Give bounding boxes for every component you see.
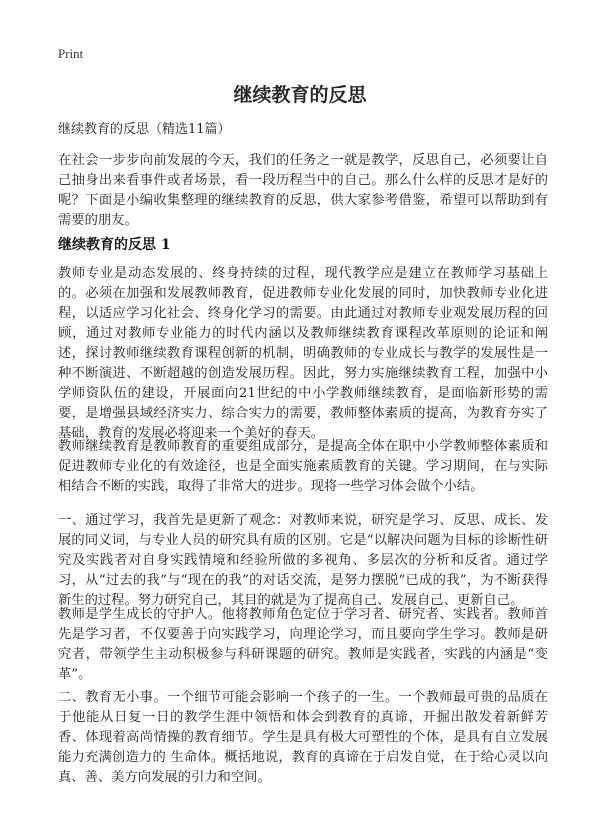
body-paragraph-4: 教师是学生成长的守护人。他将教师角色定位于学习者、研究者、实践者。教师首先是学习者，不仅要善于向实践学习，向理论学习，而且要向学生学习。教师是研究者，带领学生主动积极参与科研课题的研究。教师是实践者，实践的内涵是“变革”。 — [58, 607, 548, 682]
section-heading: 继续教育的反思 1 — [58, 237, 171, 253]
body-paragraph-3: 一、通过学习，我首先是更新了观念：对教师来说，研究是学习、反思、成长、发展的同义词，与专业人员的研究具有质的区别。它是“以解决问题为目标的诊断性研究及实践者对自身实践情境和经验所做的多视角、多层次的分析和反省。通过学习，从“过去的我”与“现在的我”的对话交流，是努力摆脱“已成的我”，为不断获得新生的过程。努力研究自己，其目的就是为了提高自己、发展自己、更新自己。 — [58, 513, 548, 608]
document-subtitle: 继续教育的反思（精选11篇） — [58, 122, 231, 137]
intro-paragraph: 在社会一步步向前发展的今天，我们的任务之一就是教学，反思自己，必须要让自己抽身出来看事件或者场景，看一段历程当中的自己。那么什么样的反思才是好的呢？下面是小编收集整理的继续教育的反思，供大家参考借鉴，希望可以帮助到有需要的朋友。 — [58, 153, 548, 228]
body-paragraph-2: 教师继续教育是教师教育的重要组成部分，是提高全体在职中小学教师整体素质和促进教师专业化的有效途径，也是全面实施素质教育的关键。学习期间，在与实际相结合不断的实践，取得了非常大的进步。现将一些学习体会做个小结。 — [58, 439, 548, 494]
page-title: 继续教育的反思 — [233, 84, 367, 106]
body-paragraph-1: 教师专业是动态发展的、终身持续的过程，现代教学应是建立在教师学习基础上的。必须在加强和发展教师教育，促进教师专业化发展的同时，加快教师专业化进程，以适应学习化社会、终身化学习的需要。由此通过对教师专业观发展历程的回顾，通过对教师专业能力的时代内涵以及教师继续教育课程改革原则的论证和阐述，探讨教师继续教育课程创新的机制，明确教师的专业成长与教学的发展性是一种不断演进、不断超越的创造发展历程。因此，努力实施继续教育工程，加强中小学师资队伍的建设，开展面向21世纪的中小学教师继续教育，是面临新形势的需要，是增强县域经济实力、综合实力的需要，教师整体素质的提高，为教育夯实了基础，教育的发展必将迎来一个美好的春天。 — [58, 266, 548, 441]
print-link[interactable]: Print — [58, 46, 84, 61]
body-paragraph-5: 二、教育无小事。一个细节可能会影响一个孩子的一生。一个教师最可贵的品质在于他能从日复一日的教学生涯中领悟和体会到教育的真谛，开掘出散发着新鲜芳香、体现着高尚情操的教育细节。学生是具有极大可塑性的个体，是具有自立发展能力充满创造力的 生命体。概括地说，教育的真谛在于启发自觉，在于给心灵以向真、善、美方向发展的引力和空间。 — [58, 690, 548, 785]
